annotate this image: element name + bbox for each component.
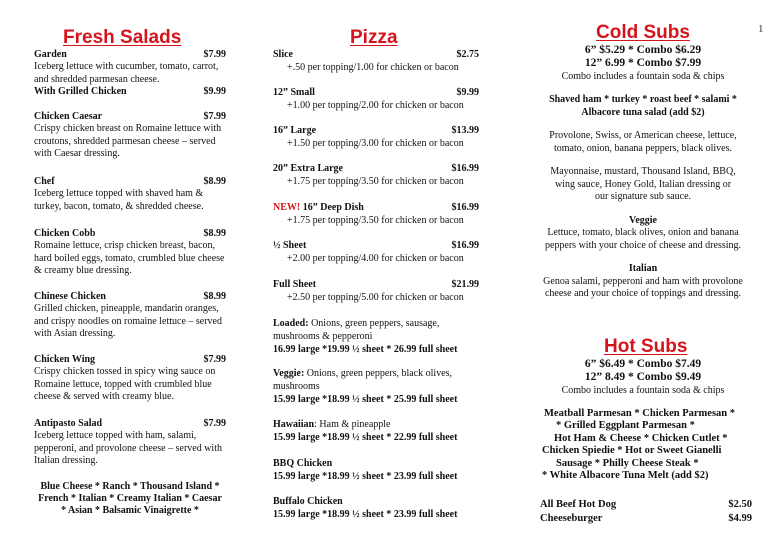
cold-sub-price-12in: 12” 6.99 * Combo $7.99 <box>584 57 702 69</box>
topping-note: +2.50 per topping/5.00 for chicken or bacon <box>287 292 464 303</box>
salad-price: $8.99 <box>203 291 226 302</box>
topping-note: +1.00 per topping/2.00 for chicken or bacon <box>287 100 464 111</box>
veggie-sub-title: Veggie <box>629 214 657 226</box>
hot-sub-list <box>540 408 750 482</box>
pizza-size-price: $9.99 <box>456 87 479 98</box>
dressing-line: * Asian * Balsamic Vinaigrette * <box>61 505 199 517</box>
specialty-prices: 16.99 large *19.99 ½ sheet * 26.99 full sheet <box>273 344 458 355</box>
pizza-size-price: $21.99 <box>451 279 479 290</box>
specialty-name: Loaded: <box>273 318 309 329</box>
veggie-sub-description: peppers with your choice of cheese and dressing. <box>544 239 742 251</box>
hot-sub-line: Meatball Parmesan * Chicken Parmesan * <box>544 408 736 419</box>
specialty-description: : Ham & pineapple <box>314 419 391 430</box>
cold-sub-sauces: Mayonnaise, mustard, Thousand Island, BBQ, <box>550 166 736 177</box>
topping-note: +1.50 per topping/3.00 for chicken or bacon <box>287 138 464 149</box>
pizza-size-name: Slice <box>273 49 293 60</box>
hot-sub-line: * Grilled Eggplant Parmesan * <box>556 420 695 432</box>
cold-subs-heading: Cold Subs <box>596 22 690 43</box>
extra-price: $2.50 <box>728 499 752 510</box>
salad-description: Grilled chicken, pineapple, mandarin oranges, and crispy noodles on romaine lettuce – served with Asian dressing. <box>34 303 222 340</box>
dressing-list <box>34 481 226 518</box>
pizza-size-item <box>273 201 479 227</box>
salad-item <box>34 228 226 278</box>
hot-sub-price-12in: 12” 8.49 * Combo $9.49 <box>584 371 702 383</box>
specialty-name: Buffalo Chicken <box>273 496 343 507</box>
italian-sub-description: Genoa salami, pepperoni and ham with provolone <box>543 275 743 287</box>
specialty-prices: 15.99 large *18.99 ½ sheet * 22.99 full sheet <box>273 432 458 443</box>
pizza-size-price: $13.99 <box>451 125 479 136</box>
pizza-size-item <box>273 162 479 188</box>
salad-price: $7.99 <box>203 111 226 122</box>
pizza-size-price: $16.99 <box>451 163 479 174</box>
dressing-line: French * Italian * Creamy Italian * Caesar <box>38 493 222 505</box>
salad-item <box>34 49 226 86</box>
salad-price: $7.99 <box>203 354 226 365</box>
pizza-heading: Pizza <box>350 27 398 48</box>
pizza-size-name: 12” Small <box>273 87 315 98</box>
cold-subs-column <box>530 44 756 301</box>
dressing-line: Blue Cheese * Ranch * Thousand Island * <box>40 481 220 492</box>
specialty-prices: 15.99 large *18.99 ½ sheet * 25.99 full sheet <box>273 394 458 405</box>
salads-heading: Fresh Salads <box>63 27 182 48</box>
veggie-sub-description: Lettuce, tomato, black olives, onion and banana <box>547 227 739 238</box>
cold-sub-meats: Shaved ham * turkey * roast beef * salami * <box>549 94 737 105</box>
specialty-description: Onions, green peppers, sausage, mushrooms & pepperoni <box>273 318 440 342</box>
hot-sub-line: Hot Ham & Cheese * Chicken Cutlet * <box>554 432 728 444</box>
cold-sub-sauces: wing sauce, Honey Gold, Italian dressing or <box>554 178 732 190</box>
italian-sub-description: cheese and your choice of toppings and dressing. <box>544 288 742 299</box>
pizza-size-price: $2.75 <box>456 49 479 60</box>
specialty-prices: 15.99 large *18.99 ½ sheet * 23.99 full sheet <box>273 509 458 520</box>
hot-sub-price-6in: 6” $6.49 * Combo $7.49 <box>584 358 702 370</box>
salad-description: Crispy chicken tossed in spicy wing sauce on Romaine lettuce, topped with crumbled blue cheese & served with creamy blue. <box>34 366 216 403</box>
cold-sub-meats: Albacore tuna salad (add $2) <box>581 106 705 118</box>
hot-dog-row <box>540 499 752 510</box>
salad-description: Iceberg lettuce with cucumber, tomato, carrot, and shredded parmesan cheese. <box>34 61 219 85</box>
specialty-pizza <box>273 418 479 444</box>
salad-price: $8.99 <box>203 176 226 187</box>
salad-item <box>34 291 226 341</box>
specialty-pizza <box>273 457 479 483</box>
specialty-pizza <box>273 367 479 406</box>
extra-price: $4.99 <box>728 513 752 524</box>
salad-price: $7.99 <box>203 49 226 60</box>
hot-subs-prices <box>530 358 756 397</box>
specialty-name: BBQ Chicken <box>273 458 333 469</box>
cold-sub-sauces: our signature sub sauce. <box>594 191 692 202</box>
salad-item <box>34 418 226 468</box>
salad-item <box>34 176 226 213</box>
pizza-size-item <box>273 239 479 265</box>
page-number: 1 <box>758 23 764 35</box>
topping-note: +2.00 per topping/4.00 for chicken or bacon <box>287 253 464 264</box>
pizza-size-item <box>273 48 479 74</box>
pizza-size-price: $16.99 <box>451 240 479 251</box>
specialty-pizza <box>273 495 479 521</box>
hot-sub-line: Chicken Spiedie * Hot or Sweet Gianelli <box>542 445 722 457</box>
salad-item <box>34 86 226 98</box>
salad-name: Chicken Cobb <box>34 228 96 239</box>
pizza-size-item <box>273 278 479 304</box>
pizza-size-name: 20” Extra Large <box>273 163 343 174</box>
cold-sub-price-6in: 6” $5.29 * Combo $6.29 <box>584 44 702 56</box>
salad-price: $7.99 <box>203 418 226 429</box>
specialty-description: Onions, green peppers, black olives, mushrooms <box>273 368 453 392</box>
salad-description: Iceberg lettuce topped with ham, salami, pepperoni, and provolone cheese – served with Italian dressing. <box>34 430 222 467</box>
salad-name: Antipasto Salad <box>34 418 103 429</box>
combo-note: Combo includes a fountain soda & chips <box>561 71 725 82</box>
new-tag: NEW! <box>273 202 301 213</box>
salad-name: Chicken Wing <box>34 354 96 365</box>
specialty-pizza <box>273 317 479 356</box>
italian-sub-title: Italian <box>628 263 658 274</box>
combo-note: Combo includes a fountain soda & chips <box>561 385 725 396</box>
specialty-prices: 15.99 large *18.99 ½ sheet * 23.99 full sheet <box>273 471 458 482</box>
salad-name: Chicken Caesar <box>34 111 103 122</box>
salad-name: Garden <box>34 49 67 60</box>
pizza-size-name: Full Sheet <box>273 279 317 290</box>
topping-note: +1.75 per topping/3.50 for chicken or bacon <box>287 176 464 187</box>
hot-subs-heading: Hot Subs <box>604 336 688 357</box>
specialty-name: Veggie: <box>273 368 305 379</box>
salad-item <box>34 111 226 161</box>
salad-name: Chinese Chicken <box>34 291 106 302</box>
pizza-size-item <box>273 86 479 112</box>
pizza-size-price: $16.99 <box>451 202 479 213</box>
cheeseburger-row <box>540 513 752 524</box>
salad-price: $9.99 <box>203 86 226 97</box>
cold-sub-toppings: Provolone, Swiss, or American cheese, lettuce, <box>549 130 737 141</box>
topping-note: +1.75 per topping/3.50 for chicken or bacon <box>287 215 464 226</box>
salad-description: Crispy chicken breast on Romaine lettuce with croutons, shredded parmesan cheese – served with Caesar dressing. <box>34 123 222 160</box>
salad-description: Iceberg lettuce topped with shaved ham & turkey, bacon, tomato, & shredded cheese. <box>34 188 204 212</box>
cold-sub-toppings: tomato, onion, banana peppers, black olives. <box>553 142 732 154</box>
extra-name: Cheeseburger <box>540 513 603 524</box>
topping-note: +.50 per topping/1.00 for chicken or bacon <box>287 62 459 73</box>
pizza-size-name: 16” Large <box>273 125 317 136</box>
pizza-size-name: ½ Sheet <box>273 240 307 251</box>
salad-item <box>34 354 226 404</box>
hot-sub-line: * White Albacore Tuna Melt (add $2) <box>542 470 709 482</box>
hot-sub-line: Sausage * Philly Cheese Steak * <box>556 457 699 469</box>
extra-name: All Beef Hot Dog <box>540 499 617 510</box>
pizza-size-name: 16” Deep Dish <box>300 202 364 213</box>
pizza-size-item <box>273 124 479 150</box>
salad-description: Romaine lettuce, crisp chicken breast, bacon, hard boiled eggs, tomato, crumbled blue cheese & creamy blue dressing. <box>34 240 225 277</box>
salad-price: $8.99 <box>203 228 226 239</box>
specialty-name: Hawaiian <box>273 419 315 430</box>
salad-name: With Grilled Chicken <box>34 86 127 97</box>
salad-name: Chef <box>34 176 55 187</box>
